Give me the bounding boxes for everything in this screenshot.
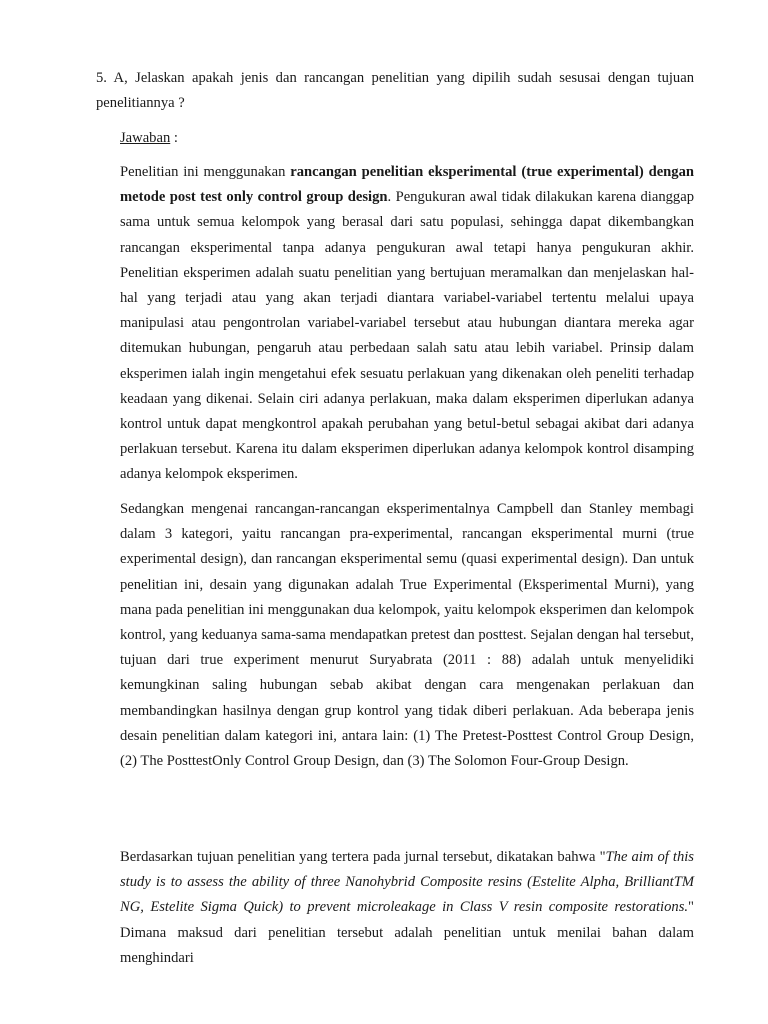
answer-label-suffix: : <box>170 130 178 146</box>
paragraph3-lead: Berdasarkan tujuan penelitian yang tertera pada jurnal tersebut, dikatakan bahwa " <box>120 849 606 865</box>
paragraph-research-aim <box>120 845 694 971</box>
paragraph1-bold: rancangan penelitian eksperimental (true experimental) dengan metode post test only control group design <box>120 164 695 206</box>
paragraph1-lead: Penelitian ini menggunakan <box>120 164 291 180</box>
paragraph3-rest: " Dimana maksud dari penelitian tersebut adalah penelitian untuk menilai bahan dalam menghindari <box>120 899 694 966</box>
answer-label-word: Jawaban <box>120 130 171 146</box>
paragraph-research-design <box>120 160 694 488</box>
paragraph3-italic-quote: The aim of this study is to assess the ability of three Nanohybrid Composite resins (Estelite Alpha, BrilliantTM NG, Estelite Sigma Quick) to prevent microleakage in Class V resin composite restorations. <box>120 849 694 916</box>
paragraph-experimental-categories: Sedangkan mengenai rancangan-rancangan eksperimentalnya Campbell dan Stanley membagi dalam 3 kategori, yaitu rancangan pra-experimental, rancangan eksperimental murni (true experimental design), dan rancangan eksperimental semu (quasi experimental design). Dan untuk penelitian ini, desain yang digunakan adalah True Experimental (Eksperimental Murni), yang mana pada penelitian ini menggunakan dua kelompok, yaitu kelompok eksperimen dan kelompok kontrol, yang keduanya sama-sama mendapatkan pretest dan posttest. Sejalan dengan hal tersebut, tujuan dari true experiment menurut Suryabrata (2011 : 88) adalah untuk menyelidiki kemungkinan saling hubungan sebab akibat dengan cara mengenakan perlakuan dan membandingkan hasilnya dengan grup kontrol yang tidak diberi perlakuan. Ada beberapa jenis desain penelitian dalam kategori ini, antara lain: (1) The Pretest-Posttest Control Group Design, (2) The PosttestOnly Control Group Design, dan (3) The Solomon Four-Group Design. <box>120 501 694 770</box>
question-text: 5. A, Jelaskan apakah jenis dan rancangan penelitian yang dipilih sudah sesusai dengan tujuan penelitiannya ? <box>96 70 694 112</box>
answer-label <box>120 126 178 151</box>
paragraph1-rest: . Pengukuran awal tidak dilakukan karena dianggap sama untuk semua kelompok yang berasal dari satu populasi, sehingga dapat dikembangkan rancangan eksperimental tanpa adanya pengukuran awal tetapi hanya pengukuran akhir. Penelitian eksperimen adalah suatu penelitian yang bertujuan meramalkan dan menjelaskan hal-hal yang terjadi atau yang akan terjadi diantara variabel-variabel tertentu melalui upaya manipulasi atau pengontrolan variabel-variabel tersebut atau hubungan diantara mereka agar ditemukan hubungan, pengaruh atau perbedaan salah satu atau lebih variabel. Prinsip dalam eksperimen ialah ingin mengetahui efek sesuatu perlakuan yang dikenakan oleh peneliti terhadap keadaan yang dikenai. Selain ciri adanya perlakuan, maka dalam eksperimen diperlukan adanya kontrol untuk dapat mengkontrol apakah perubahan yang betul-betul sebagai akibat dari adanya perlakuan tersebut. Karena itu dalam eksperimen diperlukan adanya kelompok kontrol disamping adanya kelompok eksperimen. <box>120 189 694 483</box>
